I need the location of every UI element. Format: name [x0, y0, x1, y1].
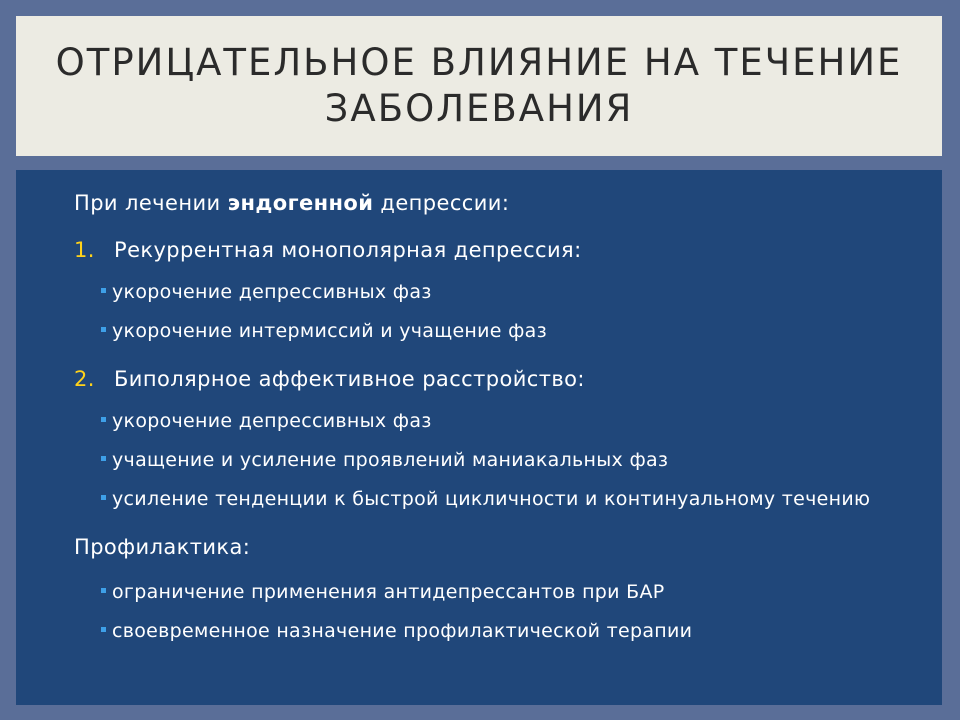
square-bullet-icon	[101, 288, 106, 293]
item-number: 1.	[74, 238, 95, 262]
square-bullet-icon	[101, 588, 106, 593]
square-bullet-icon	[101, 627, 106, 632]
prophylaxis-heading: Профилактика:	[74, 535, 251, 559]
bullet-text: укорочение депрессивных фаз	[112, 410, 432, 432]
bullet-text: учащение и усиление проявлений маниакальных фаз	[112, 449, 669, 471]
bullet-text: укорочение интермиссий и учащение фаз	[112, 320, 548, 342]
intro-bold: эндогенной	[227, 191, 374, 215]
square-bullet-icon	[101, 456, 106, 461]
item-label: Рекуррентная монополярная депрессия:	[114, 238, 582, 262]
bullet-item	[74, 486, 902, 512]
bullet-item	[74, 579, 902, 605]
item-label: Биполярное аффективное расстройство:	[114, 367, 585, 391]
bullet-item	[74, 318, 902, 344]
intro-line	[74, 188, 902, 218]
content-body	[74, 188, 902, 657]
bullet-text: усиление тенденции к быстрой цикличности и континуальному течению	[112, 488, 871, 510]
bullet-item	[74, 279, 902, 305]
numbered-item	[74, 235, 902, 265]
square-bullet-icon	[101, 495, 106, 500]
bullet-item	[74, 447, 902, 473]
bullet-item	[74, 408, 902, 434]
slide-title: ОТРИЦАТЕЛЬНОЕ ВЛИЯНИЕ НА ТЕЧЕНИЕ ЗАБОЛЕВАНИЯ	[55, 41, 903, 130]
bullet-item	[74, 618, 902, 644]
content-panel	[16, 170, 942, 705]
square-bullet-icon	[101, 417, 106, 422]
numbered-item	[74, 364, 902, 394]
intro-suffix: депрессии:	[373, 191, 510, 215]
bullet-text: своевременное назначение профилактической терапии	[112, 620, 693, 642]
item-number: 2.	[74, 367, 95, 391]
bullet-text: укорочение депрессивных фаз	[112, 281, 432, 303]
title-box	[16, 16, 942, 156]
square-bullet-icon	[101, 327, 106, 332]
intro-prefix: При лечении	[74, 191, 228, 215]
bullet-text: ограничение применения антидепрессантов при БАР	[112, 581, 665, 603]
